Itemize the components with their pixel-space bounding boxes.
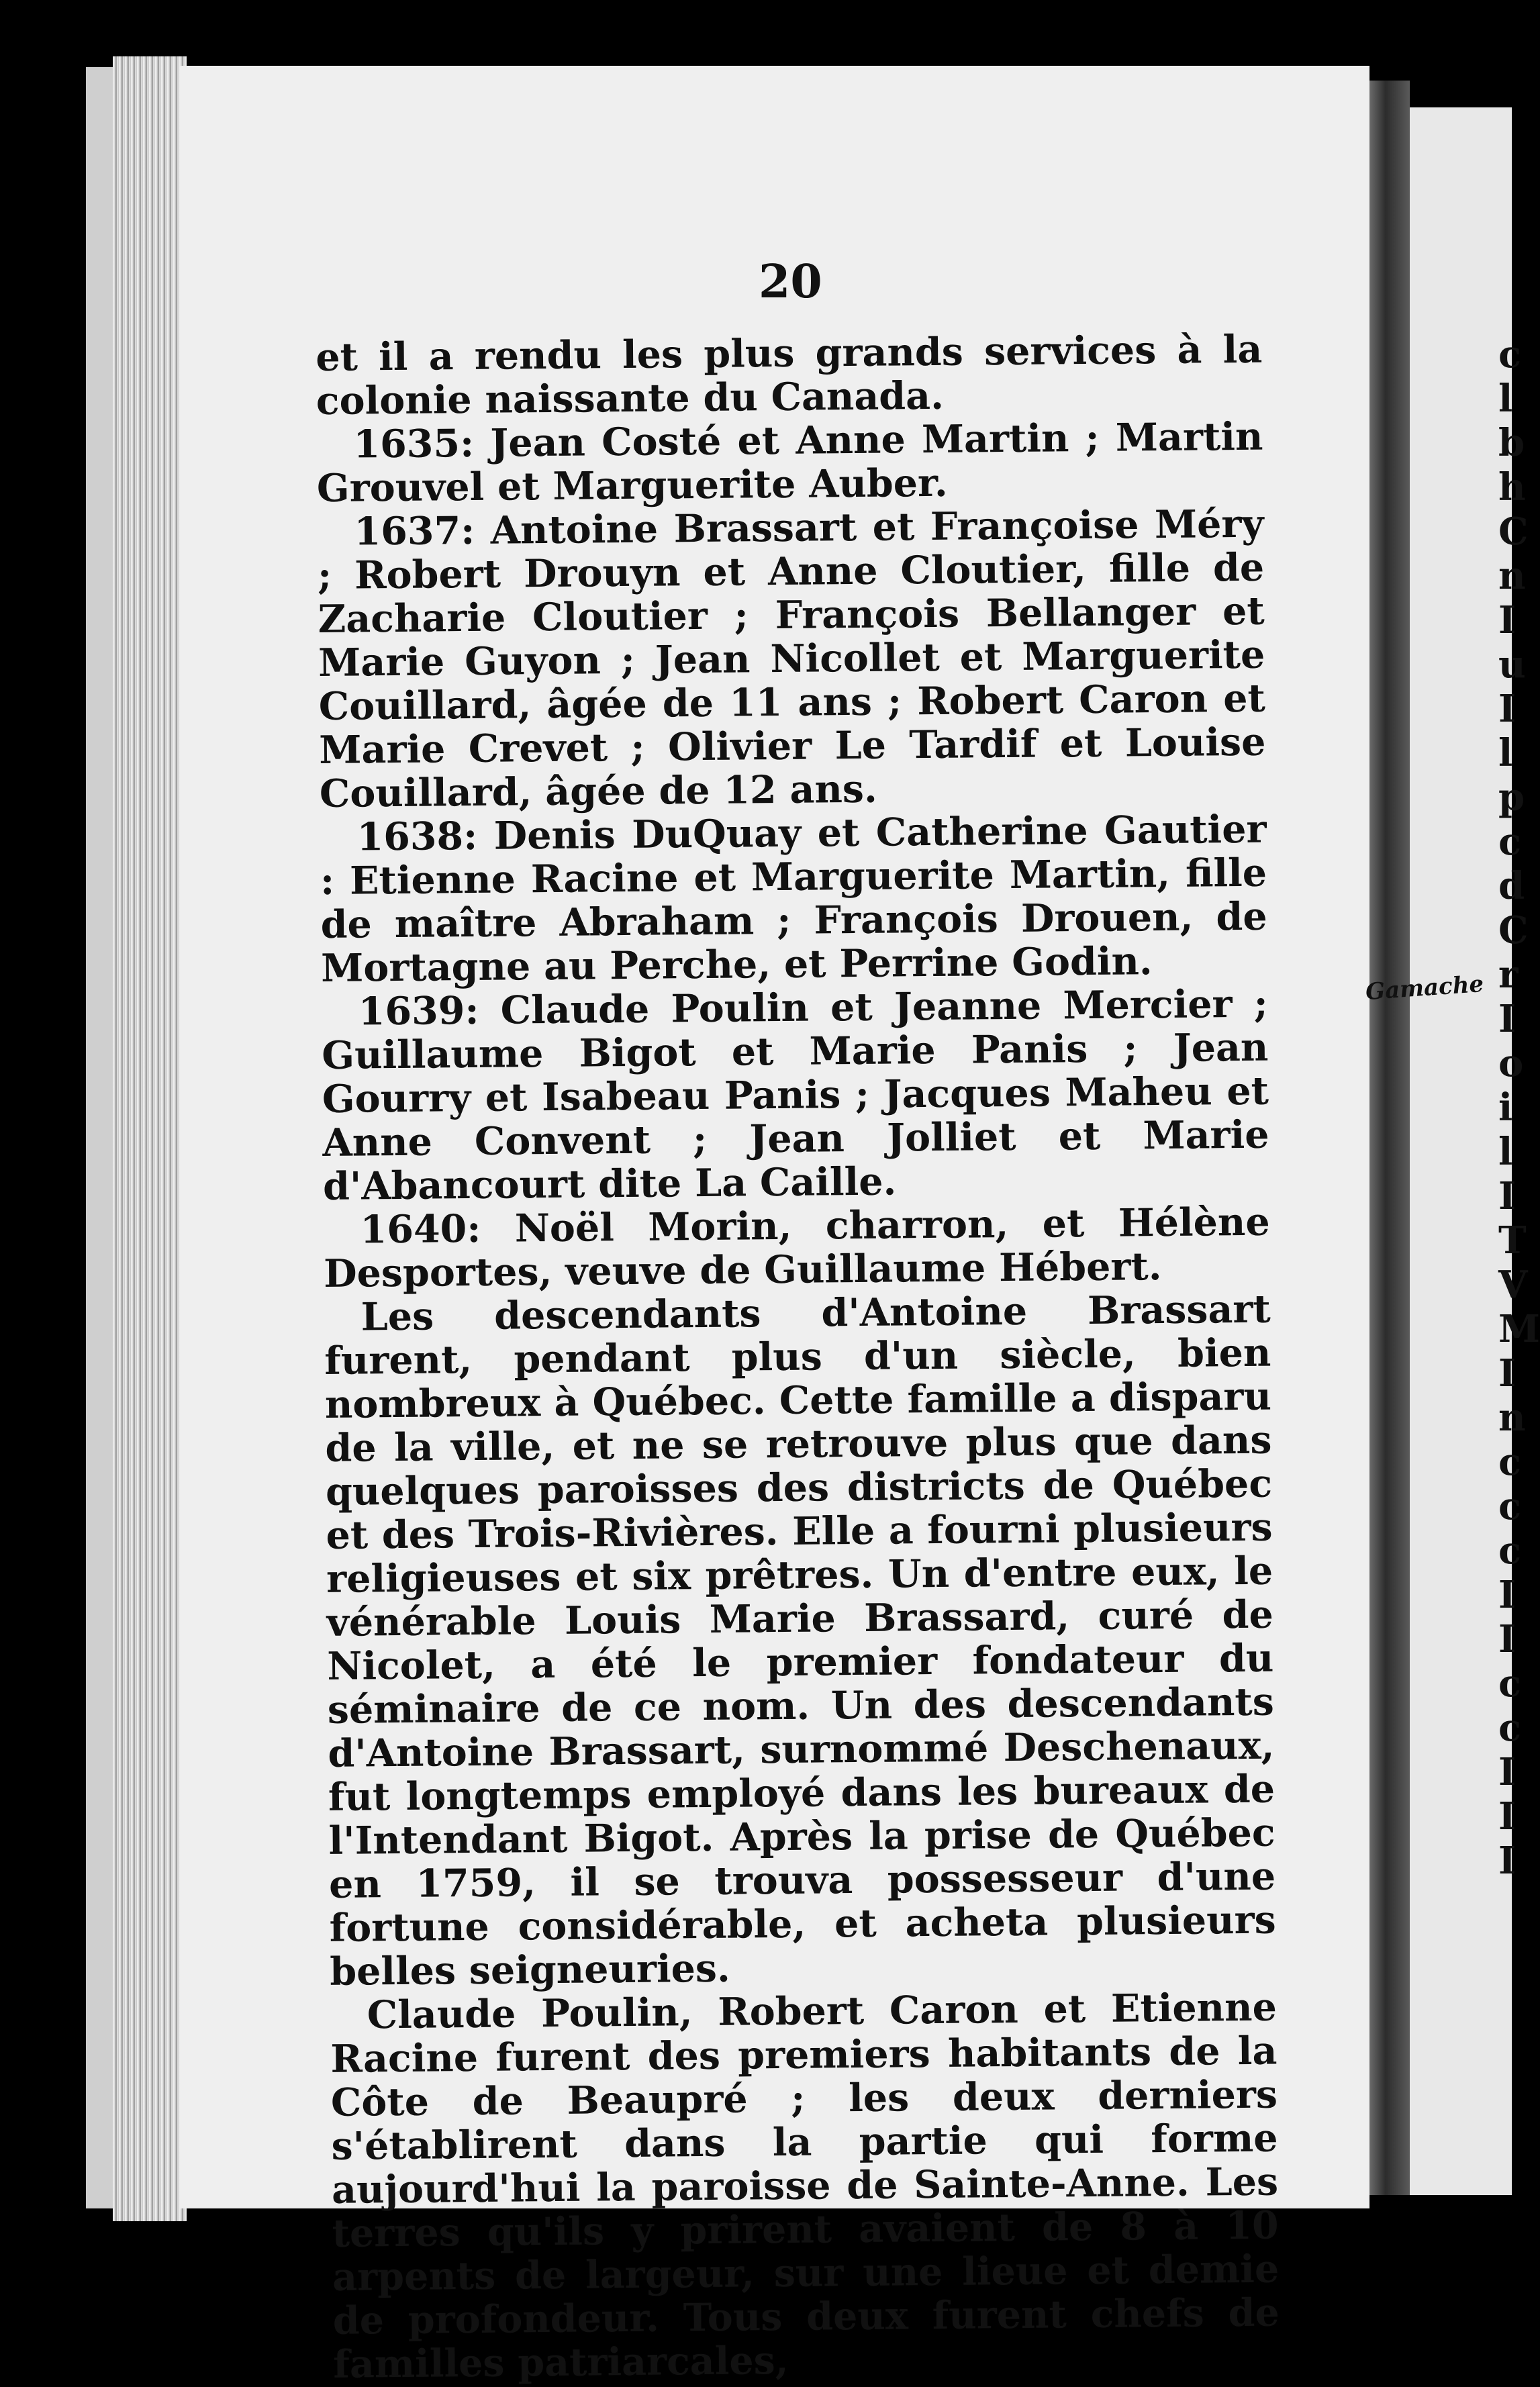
book-gutter [1369, 81, 1410, 2195]
page-number: 20 [759, 255, 822, 309]
handwritten-margin-note: Gamache [1364, 970, 1485, 1006]
next-page-fragment: c [1498, 1528, 1522, 1573]
next-page [1410, 107, 1540, 2195]
next-page-fragment: n [1498, 554, 1526, 598]
next-page-fragment: I [1498, 1573, 1517, 1617]
next-page-fragment: r [1498, 953, 1519, 997]
paragraph-1638: 1638: Denis DuQuay et Catherine Gautier : Etienne Racine et Marguerite Martin, fille de maître Abraham ; François Drouen, de Mortagne au Perche, et Perrine Godin. [320, 806, 1267, 991]
next-page-fragment: M [1498, 1307, 1540, 1351]
page-text [316, 328, 1280, 2386]
next-page-fragment: l [1498, 1130, 1513, 1174]
next-page-fragment: c [1498, 1440, 1522, 1484]
paragraph-1640: 1640: Noël Morin, charron, et Hélène Desportes, veuve de Guillaume Hébert. [323, 1199, 1270, 1296]
paragraph-brassart: Les descendants d'Antoine Brassart furent, pendant plus d'un siècle, bien nombreux à Québec. Cette famille a disparu de la ville, et ne se retrouve plus que dans quelques paroisses des districts de Québec et des Trois-Rivières. Elle a fourni plusieurs religieuses et six prêtres. Un d'entre eux, le vénérable Louis Marie Brassard, curé de Nicolet, a été le premier fondateur du séminaire de ce nom. Un des descendants d'Antoine Brassart, surnommé Deschenaux, fut longtemps employé dans les bureaux de l'Intendant Bigot. Après la prise de Québec en 1759, il se trouva possesseur d'une fortune considérable, et acheta plusieurs belles seigneuries. [324, 1286, 1276, 1994]
next-page-fragment: I [1498, 1750, 1517, 1794]
next-page-fragment: I [1498, 1839, 1517, 1883]
paragraph-1: et il a rendu les plus grands services à la colonie naissante du Canada. [315, 326, 1263, 424]
next-page-fragment: c [1498, 1661, 1522, 1706]
previous-page-edge [86, 67, 113, 2208]
next-page-fragment: o [1498, 1041, 1524, 1085]
next-page-fragment: I [1498, 1794, 1517, 1839]
next-page-fragment: u [1498, 642, 1526, 687]
next-page-fragment: c [1498, 332, 1522, 377]
next-page-fragment: n [1498, 1396, 1526, 1440]
paragraph-beaupre: Claude Poulin, Robert Caron et Etienne Racine furent des premiers habitants de la Côte de Beaupré ; les deux derniers s'établirent dans la partie qui forme aujourd'hui la paroisse de Sainte-Anne. Les terres qu'ils y prirent avaient de 8 à 10 arpents de largeur, sur une lieue et demie de profondeur. Tous deux furent chefs de familles patriarcales, [330, 1984, 1280, 2387]
next-page-fragment: c [1498, 820, 1522, 864]
next-page-fragment: b [1498, 421, 1525, 465]
book-page-edges [113, 56, 187, 2221]
next-page-fragment: p [1498, 775, 1525, 820]
next-page-fragment: T [1498, 1218, 1527, 1263]
next-page-fragment: I [1498, 598, 1517, 642]
next-page-fragment: c [1498, 1706, 1522, 1750]
next-page-fragment: I [1498, 1617, 1517, 1661]
paragraph-1635: 1635: Jean Costé et Anne Martin ; Martin Grouvel et Marguerite Auber. [316, 413, 1263, 511]
next-page-fragment: i [1498, 1085, 1513, 1130]
next-page-fragment: C [1498, 509, 1529, 554]
next-page-fragment: I [1498, 997, 1517, 1041]
next-page-fragment: V [1498, 1263, 1528, 1307]
next-page-fragment: d [1498, 864, 1525, 908]
next-page-fragment: l [1498, 377, 1513, 421]
next-page-fragment: I [1498, 1174, 1517, 1218]
next-page-fragment: h [1498, 465, 1526, 509]
next-page-fragment: I [1498, 1351, 1517, 1396]
next-page-fragment: C [1498, 908, 1529, 953]
next-page-fragment: l [1498, 731, 1513, 775]
paragraph-1639: 1639: Claude Poulin et Jeanne Mercier ; Guillaume Bigot et Marie Panis ; Jean Gourry et Isabeau Panis ; Jacques Maheu et Anne Convent ; Jean Jolliet et Marie d'Abancourt dite La Caille. [322, 981, 1269, 1209]
next-page-fragment: c [1498, 1484, 1522, 1528]
paragraph-1637: 1637: Antoine Brassart et Françoise Méry ; Robert Drouyn et Anne Cloutier, fille de Zacharie Cloutier ; François Bellanger et Marie Guyon ; Jean Nicollet et Marguerite Couillard, âgée de 11 ans ; Robert Caron et Marie Crevet ; Olivier Le Tardif et Louise Couillard, âgée de 12 ans. [317, 501, 1266, 816]
next-page-fragment: I [1498, 687, 1517, 731]
